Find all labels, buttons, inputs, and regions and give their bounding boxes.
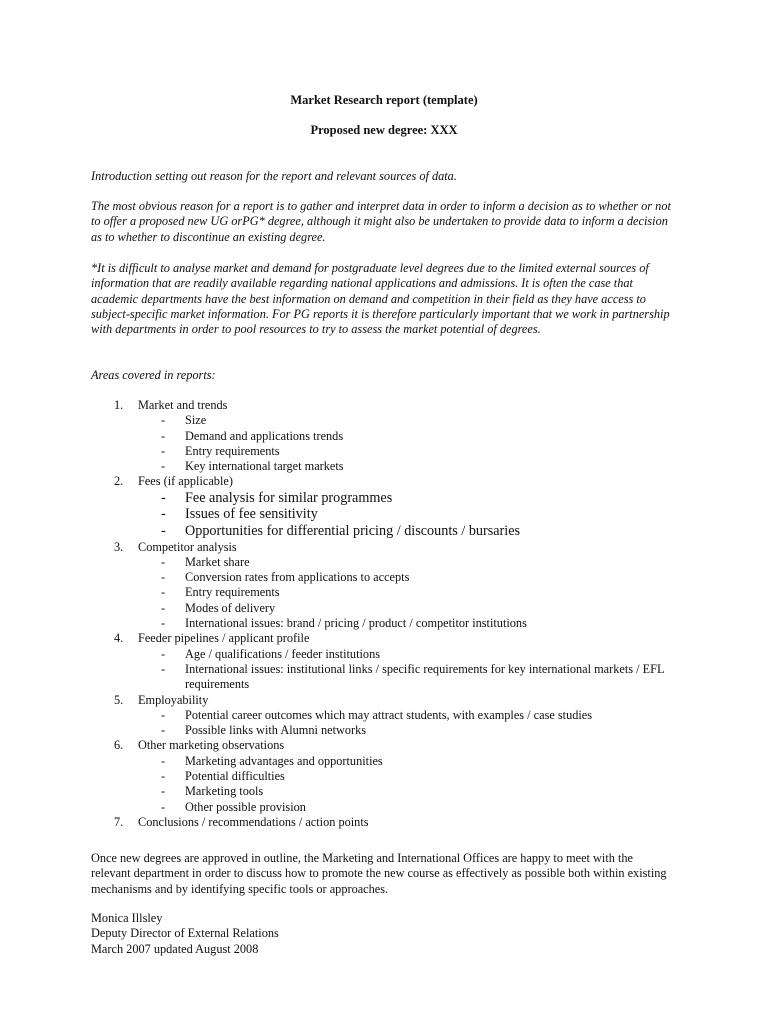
list-item-label: Competitor analysis [138, 539, 237, 554]
sub-item: - Entry requirements [161, 585, 280, 600]
closing-paragraph: Once new degrees are approved in outline, the Marketing and International Offices are happy to meet with the relevant department in order to discuss how to promote the new course as effectively as possible both within existing mechanisms and by identifying specific tools or approaches. [91, 851, 667, 896]
sub-item: - Demand and applications trends [161, 428, 344, 443]
list-number: 5. [114, 692, 124, 707]
sub-item: - Marketing advantages and opportunities [161, 753, 383, 768]
list-number: 7. [114, 814, 124, 829]
areas-list [91, 398, 691, 830]
list-item-label: Other marketing observations [138, 738, 285, 753]
list-item [91, 815, 691, 830]
list-number: 1. [114, 398, 124, 412]
sub-item: - International issues: brand / pricing / product / competitor institutions [161, 616, 527, 631]
list-number: 2. [114, 474, 124, 489]
areas-heading: Areas covered in reports: [91, 368, 216, 382]
sub-item: - International issues: institutional links / specific requirements for key international markets / EFL requirements [161, 661, 665, 692]
list-number: 6. [114, 738, 124, 753]
list-item [91, 398, 691, 413]
sub-item: - Key international target markets [161, 459, 344, 474]
intro-paragraph: Introduction setting out reason for the report and relevant sources of data. [91, 169, 457, 183]
list-number: 3. [114, 539, 124, 554]
list-item-label: Employability [138, 692, 209, 707]
document-subtitle: Proposed new degree: XXX [310, 123, 458, 137]
document-title: Market Research report (template) [290, 93, 478, 107]
sub-item: - Market share [161, 554, 250, 569]
sub-item: - Potential difficulties [161, 769, 285, 784]
sub-item: - Potential career outcomes which may attract students, with examples / case studies [161, 707, 593, 722]
list-item-label: Fees (if applicable) [138, 474, 233, 489]
list-item [91, 474, 691, 489]
sub-item: - Opportunities for differential pricing / discounts / bursaries [161, 522, 521, 539]
sub-item: - Marketing tools [161, 784, 264, 799]
list-item [91, 631, 691, 646]
sub-item: - Modes of delivery [161, 600, 276, 615]
list-item-label: Market and trends [138, 398, 228, 412]
pg-note-paragraph: *It is difficult to analyse market and demand for postgraduate level degrees due to the limited external sources of information that are readily available regarding national applications and admissions. It is often the case that academic departments have the best information on demand and competition in their field as they have access to subject-specific market information. For PG reports it is therefore particularly important that we work in partnership with departments in order to pool resources to try to assess the market potential of degrees. [91, 261, 670, 337]
sub-item: - Possible links with Alumni networks [161, 723, 367, 738]
sub-item: - Other possible provision [161, 799, 306, 814]
list-number: 4. [114, 631, 124, 646]
sub-item: - Fee analysis for similar programmes [161, 489, 393, 506]
list-item-label: Feeder pipelines / applicant profile [138, 631, 310, 646]
sub-item: - Issues of fee sensitivity [161, 506, 318, 523]
reason-paragraph: The most obvious reason for a report is to gather and interpret data in order to inform a decision as to whether or not to offer a proposed new UG orPG* degree, although it might also be undertaken to provide data to inform a decision as to whether to discontinue an existing degree. [91, 199, 671, 244]
list-item [91, 693, 691, 708]
sub-item: - Size [161, 413, 207, 428]
signature-date: March 2007 updated August 2008 [91, 941, 259, 956]
sub-item: - Age / qualifications / feeder institutions [161, 646, 380, 661]
signature-block [91, 911, 279, 957]
sub-item: - Entry requirements [161, 443, 280, 458]
list-item [91, 738, 691, 753]
list-item-label: Conclusions / recommendations / action points [138, 814, 369, 829]
signature-role: Deputy Director of External Relations [91, 926, 279, 941]
list-item [91, 540, 691, 555]
signature-name: Monica Illsley [91, 911, 163, 925]
sub-item: - Conversion rates from applications to accepts [161, 570, 410, 585]
